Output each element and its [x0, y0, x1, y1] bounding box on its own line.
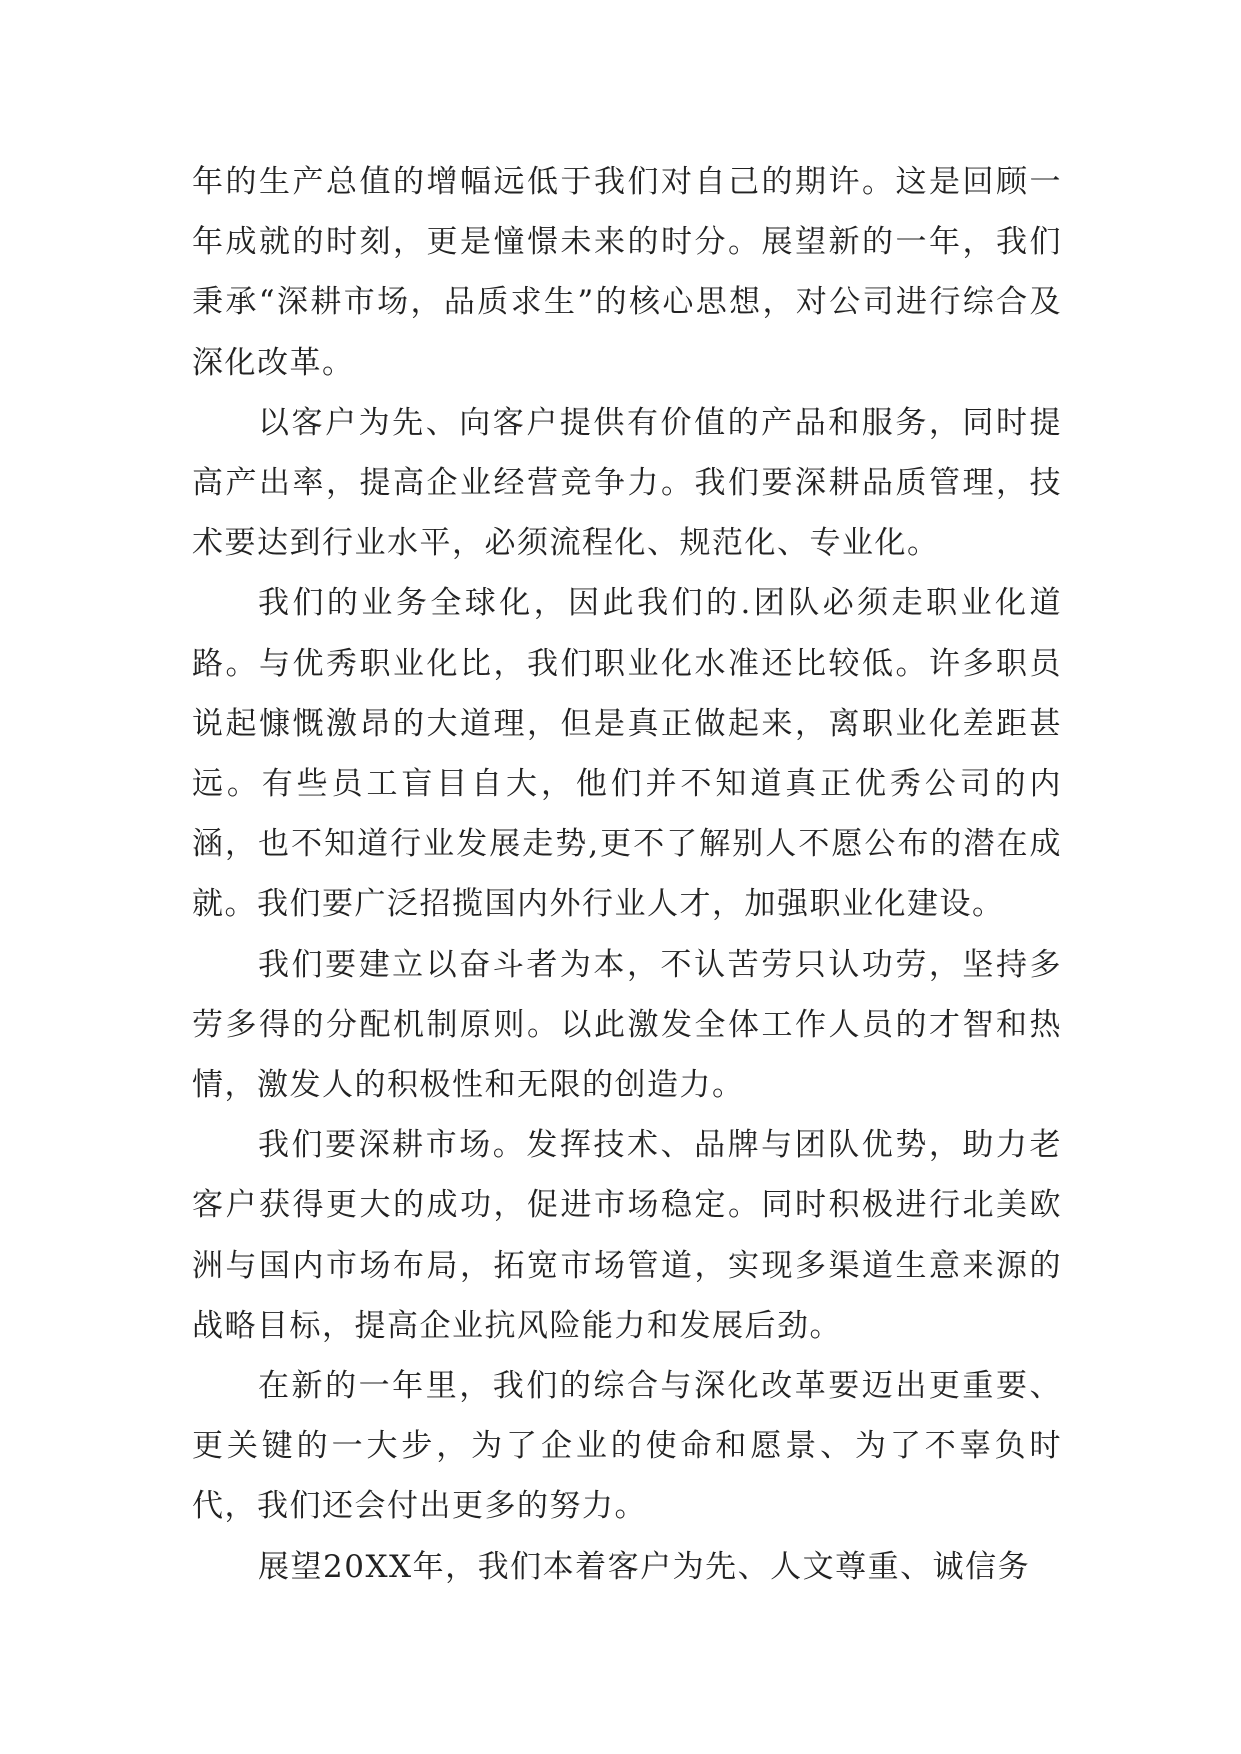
paragraph-outlook: 展望20XX年，我们本着客户为先、人文尊重、诚信务: [258, 1548, 1031, 1585]
paragraph-continuation: 年的生产总值的增幅远低于我们对自己的期许。这是回顾一年成就的时刻，更是憧憬未来的时分。展望新的一年，我们秉承“深耕市场，品质求生”的核心思想，对公司进行综合及深化改革。: [192, 164, 1062, 381]
paragraph-customer-first: 以客户为先、向客户提供有价值的产品和服务，同时提高产出率，提高企业经营竞争力。我们要深耕品质管理，技术要达到行业水平，必须流程化、规范化、专业化。: [192, 404, 1062, 562]
document-body: [192, 152, 1062, 1597]
paragraph-professionalization: 我们的业务全球化，因此我们的.团队必须走职业化道路。与优秀职业化比，我们职业化水准还比较低。许多职员说起慷慨激昂的大道理，但是真正做起来，离职业化差距甚远。有些员工盲目自大，他们并不知道真正优秀公司的内涵，也不知道行业发展走势,更不了解别人不愿公布的潜在成就。我们要广泛招揽国内外行业人才，加强职业化建设。: [192, 585, 1062, 923]
paragraph-market: 我们要深耕市场。发挥技术、品牌与团队优势，助力老客户获得更大的成功，促进市场稳定。同时积极进行北美欧洲与国内市场布局，拓宽市场管道，实现多渠道生意来源的战略目标，提高企业抗风险能力和发展后劲。: [192, 1127, 1062, 1344]
paragraph-new-year: 在新的一年里，我们的综合与深化改革要迈出更重要、更关键的一大步，为了企业的使命和愿景、为了不辜负时代，我们还会付出更多的努力。: [192, 1368, 1062, 1525]
paragraph-distribution-mechanism: 我们要建立以奋斗者为本，不认苦劳只认功劳，坚持多劳多得的分配机制原则。以此激发全体工作人员的才智和热情，激发人的积极性和无限的创造力。: [192, 946, 1062, 1104]
